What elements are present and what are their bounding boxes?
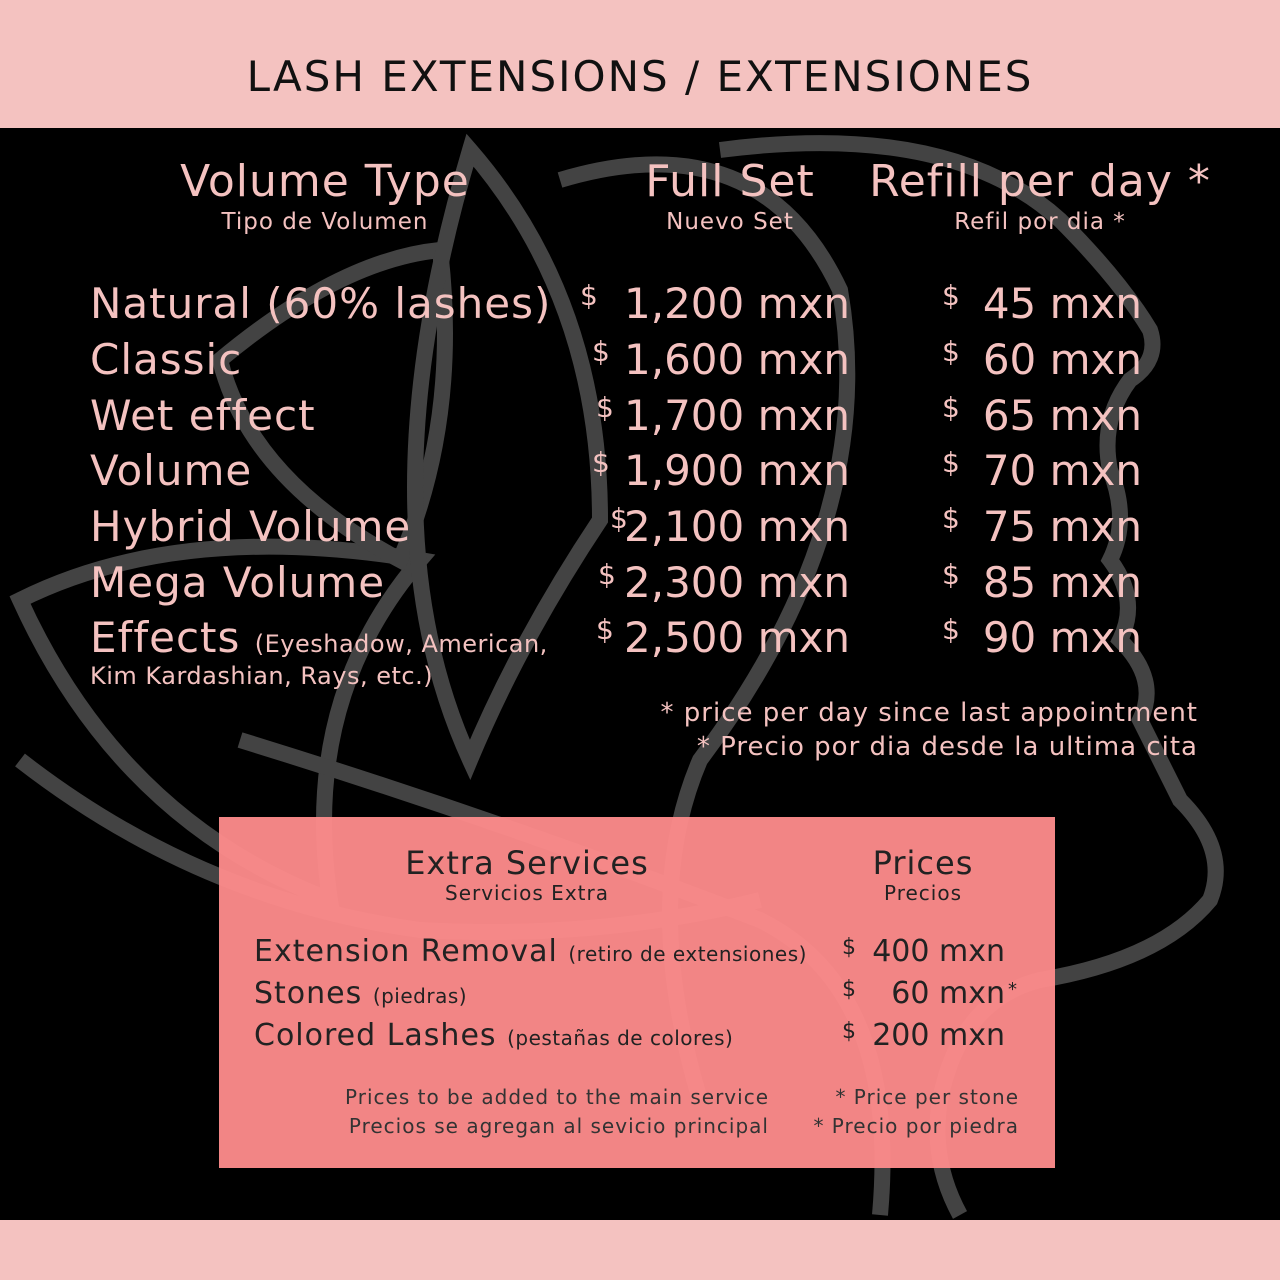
refill-price: 45 mxn [982,279,1142,328]
extra-name [254,931,807,975]
price-row-wet-effect [0,388,1280,444]
extra-price: 200 mxn [872,1018,1005,1053]
header-prices [843,845,1003,905]
service-name: Classic [90,335,243,384]
header-prices-es: Precios [883,881,962,905]
currency-symbol: $ [842,1019,856,1044]
header-extra-services [389,845,665,905]
refill-price: 75 mxn [982,502,1142,551]
service-name: Wet effect [90,391,316,440]
header-full-set-en: Full Set [645,156,815,207]
extra-name [254,973,467,1017]
currency-symbol: $ [942,391,960,424]
header-full-set-es: Nuevo Set [666,209,794,235]
currency-symbol: $ [580,279,598,312]
price-row-natural [0,276,1280,332]
header-volume-type-en: Volume Type [180,156,470,207]
price-row-volume [0,443,1280,499]
extra-note: (piedras) [372,984,468,1008]
currency-symbol: $ [842,977,856,1002]
header-volume-type-es: Tipo de Volumen [221,209,429,235]
price-per-stone-note [799,1083,1019,1141]
currency-symbol: $ [942,558,960,591]
currency-symbol: $ [598,558,616,591]
currency-symbol: $ [942,335,960,368]
price-asterisk: * [1008,979,1017,1000]
currency-symbol: $ [592,335,610,368]
header-refill-es: Refil por dia * [954,209,1126,235]
full-set-price: 2,100 mxn [624,502,850,551]
service-note-continued: Kim Kardashian, Rays, etc.) [90,662,434,690]
extras-note-en: Prices to be added to the main service [345,1085,769,1109]
footnote-en: * price per day since last appointment [660,698,1198,728]
header-refill-en: Refill per day * [869,156,1211,207]
full-set-price: 1,900 mxn [624,446,850,495]
refill-price: 85 mxn [982,558,1142,607]
header-refill [860,156,1220,236]
extra-note: (pestañas de colores) [507,1026,734,1050]
stone-note-en: * Price per stone [835,1085,1019,1109]
header-full-set [580,156,880,236]
service-name-text: Effects [90,613,241,662]
extra-name-text: Colored Lashes [254,1018,497,1053]
currency-symbol: $ [596,613,614,646]
service-name: Natural (60% lashes) [90,279,552,328]
header-prices-en: Prices [872,844,974,882]
refill-price: 60 mxn [982,335,1142,384]
extras-note-es: Precios se agregan al sevicio principal [348,1114,769,1138]
extra-note: (retiro de extensiones) [568,942,807,966]
header-volume-type [130,156,520,236]
footnote-es: * Precio por dia desde la ultima cita [696,732,1198,762]
price-row-mega-volume [0,555,1280,611]
full-set-price: 2,500 mxn [624,613,850,662]
refill-price: 70 mxn [982,446,1142,495]
full-set-price: 1,600 mxn [624,335,850,384]
refill-price: 90 mxn [982,613,1142,662]
extra-row-colored-lashes [219,1015,1055,1057]
currency-symbol: $ [842,935,856,960]
currency-symbol: $ [942,613,960,646]
bottom-band [0,1220,1280,1280]
currency-symbol: $ [942,446,960,479]
extra-name [254,1015,733,1059]
currency-symbol: $ [596,391,614,424]
page-title: LASH EXTENSIONS / EXTENSIONES [246,52,1034,101]
service-name: Volume [90,446,253,495]
full-set-price: 2,300 mxn [624,558,850,607]
extra-price: 400 mxn [872,934,1005,969]
extra-row-stones [219,973,1055,1015]
extra-name-text: Stones [254,976,363,1011]
extra-services-panel [219,817,1055,1168]
stone-note-es: * Precio por piedra [813,1114,1019,1138]
extra-name-text: Extension Removal [254,934,558,969]
full-set-price: 1,700 mxn [624,391,850,440]
currency-symbol: $ [942,279,960,312]
service-name: Hybrid Volume [90,502,412,551]
price-row-classic [0,332,1280,388]
service-name: Mega Volume [90,558,386,607]
service-note: (Eyeshadow, American, [254,630,548,658]
currency-symbol: $ [610,502,628,535]
header-extra-services-es: Servicios Extra [445,881,609,905]
price-row-hybrid-volume [0,499,1280,555]
currency-symbol: $ [942,502,960,535]
header-extra-services-en: Extra Services [405,844,649,882]
currency-symbol: $ [592,446,610,479]
full-set-price: 1,200 mxn [624,279,850,328]
extra-price: 60 mxn [891,976,1005,1011]
price-row-effects [0,610,1280,666]
extras-main-service-note [319,1083,769,1141]
extra-row-removal [219,931,1055,973]
refill-price: 65 mxn [982,391,1142,440]
